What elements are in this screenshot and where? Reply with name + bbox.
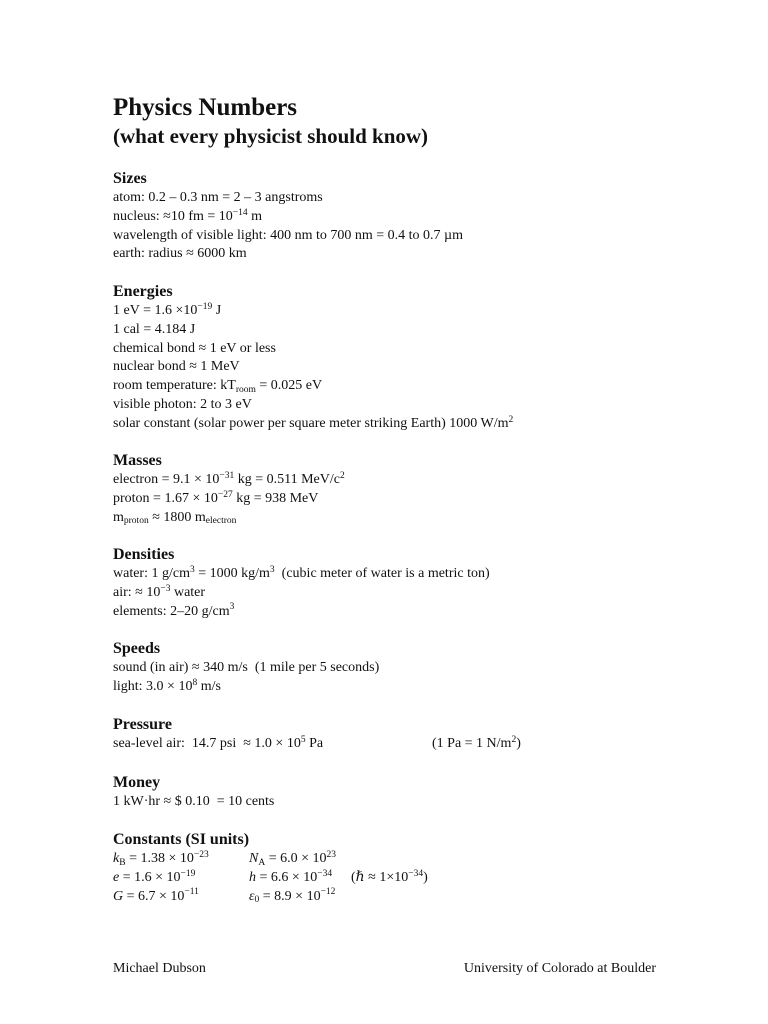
section-heading: Money bbox=[113, 774, 161, 791]
vacuum-permittivity: $\varepsilon_0 = 8.9 \times 10^{-12}$ bbox=[249, 887, 336, 906]
section-heading: Speeds bbox=[113, 640, 161, 657]
section-pressure bbox=[113, 715, 521, 754]
gravitational-constant: $G = 6.7 \times 10^{-11}$ bbox=[113, 887, 199, 904]
section-speeds bbox=[113, 639, 379, 697]
avogadro-number: $N_A = 6.0 \times 10^{23}$ bbox=[249, 849, 337, 868]
planck-constant: $h = 6.6 \times 10^{-34}$ bbox=[249, 868, 333, 885]
section-heading: Densities bbox=[113, 546, 175, 563]
text-line: light: $3.0 \times 10^8$ m/s bbox=[113, 677, 221, 694]
text-line: 1 eV = $1.6 \times 10^{-19}$ J bbox=[113, 301, 222, 318]
text-line: sound (in air) ≈ 340 m/s (1 mile per 5 seconds) bbox=[113, 660, 380, 675]
constants-row bbox=[113, 888, 673, 907]
text-line: earth: radius ≈ 6000 km bbox=[113, 246, 247, 262]
section-constants bbox=[113, 830, 673, 906]
section-sizes bbox=[113, 169, 463, 264]
section-energies bbox=[113, 282, 513, 434]
text-line: sea-level air: 14.7 psi ≈ $1.0 \times 10^5$ Pa (1 Pa = 1 $N/m^2$) bbox=[113, 735, 323, 754]
text-line: wavelength of visible light: 400 nm to 700 nm = 0.4 to 0.7 µm bbox=[113, 227, 463, 243]
text-line: electron = $9.1 \times 10^{-31}$ kg = 0.511 MeV/$c^2$ bbox=[113, 470, 345, 487]
constants-row bbox=[113, 850, 673, 869]
text-line: water: 1 $g/cm^3 = 1000$ $kg/m^3$ (cubic meter of water is a metric ton) bbox=[113, 564, 490, 581]
text-line: atom: 0.2 – 0.3 nm = 2 – 3 angstroms bbox=[113, 190, 323, 205]
text-line: 1 kW·hr ≈ $ 0.10 = 10 cents bbox=[113, 794, 275, 809]
text-line: visible photon: 2 to 3 eV bbox=[113, 396, 252, 412]
section-heading: Pressure bbox=[113, 716, 172, 733]
text-line: 1 cal = 4.184 J bbox=[113, 321, 196, 337]
section-heading: Constants (SI units) bbox=[113, 831, 250, 848]
section-heading: Energies bbox=[113, 283, 173, 300]
section-masses bbox=[113, 451, 345, 527]
text-line: solar constant (solar power per square meter striking Earth) 1000 $W/m^2$ bbox=[113, 414, 514, 431]
page-subtitle: (what every physicist should know) bbox=[113, 124, 429, 148]
text-line: nucleus: ≈10 fm = $10^{-14}$ m bbox=[113, 207, 263, 224]
text-line: room temperature: $kT_{room} = 0.025$ eV bbox=[113, 378, 323, 396]
section-heading: Masses bbox=[113, 452, 162, 469]
text-line: proton = $1.67 \times 10^{-27}$ kg = 938 MeV bbox=[113, 489, 319, 506]
text-line: air: ≈ $10^{-3}$ water bbox=[113, 583, 206, 600]
text-line: $m_{proton} \approx 1800$ $m_{electron}$ bbox=[113, 509, 237, 527]
reduced-planck-constant: (ℏ ≈ $1\times 10^{-34}$) bbox=[351, 868, 428, 885]
text-line: elements: 2–20 $g/cm^3$ bbox=[113, 602, 235, 619]
pascal-definition: (1 Pa = 1 $N/m^2$) bbox=[432, 734, 521, 751]
elementary-charge: $e = 1.6 \times 10^{-19}$ bbox=[113, 868, 196, 885]
section-densities bbox=[113, 545, 490, 621]
section-heading: Sizes bbox=[113, 170, 147, 187]
page-title: Physics Numbers bbox=[113, 94, 298, 121]
text-line: chemical bond ≈ 1 eV or less bbox=[113, 340, 276, 356]
section-money bbox=[113, 773, 274, 812]
footer-institution: University of Colorado at Boulder bbox=[463, 961, 656, 976]
boltzmann-constant: $k_B = 1.38 \times 10^{-23}$ bbox=[113, 849, 209, 868]
text-line: nuclear bond ≈ 1 MeV bbox=[113, 359, 240, 375]
footer-author: Michael Dubson bbox=[113, 961, 206, 976]
constants-row bbox=[113, 869, 673, 888]
